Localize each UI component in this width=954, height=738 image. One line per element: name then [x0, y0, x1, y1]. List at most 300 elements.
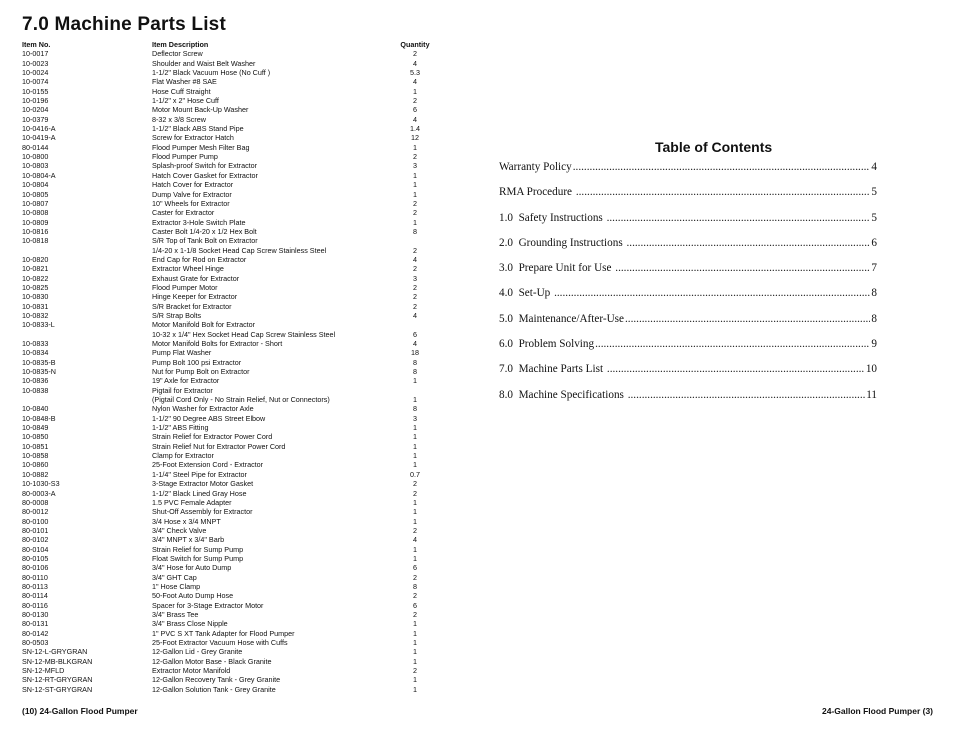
item-description-cell: 1-1/2" Black Vacuum Hose (No Cuff ) [152, 68, 271, 78]
toc-entry[interactable] [499, 212, 877, 237]
quantity-cell: 1 [413, 619, 417, 629]
parts-row [22, 227, 442, 236]
parts-row [22, 666, 442, 675]
item-no-cell: 10-0816 [22, 226, 49, 236]
parts-row [22, 320, 442, 329]
parts-row [22, 49, 442, 58]
item-description-cell: Spacer for 3-Stage Extractor Motor [152, 600, 264, 610]
item-no-cell: 10-0804-A [22, 170, 56, 180]
quantity-cell: 8 [413, 226, 417, 236]
parts-row [22, 358, 442, 367]
quantity-cell: 1 [413, 86, 417, 96]
item-description-cell: 1/4-20 x 1-1/8 Socket Head Cap Screw Stainless Steel [152, 245, 327, 255]
item-description-cell: 10-32 x 1/4" Hex Socket Head Cap Screw Stainless Steel [152, 329, 336, 339]
parts-row [22, 685, 442, 694]
toc-entry-label: 3.0 Prepare Unit for Use [499, 262, 615, 275]
quantity-cell: 8 [413, 581, 417, 591]
parts-row [22, 171, 442, 180]
toc-entry[interactable] [499, 363, 877, 388]
quantity-cell: 3 [413, 413, 417, 423]
quantity-cell: 1.4 [410, 124, 420, 134]
quantity-cell: 1 [413, 395, 417, 405]
item-no-cell: 10-0379 [22, 114, 49, 124]
parts-row [22, 657, 442, 666]
item-no-cell: SN-12-RT-GRYGRAN [22, 675, 93, 685]
item-description-cell: Caster for Extractor [152, 208, 215, 218]
parts-row [22, 647, 442, 656]
parts-row [22, 395, 442, 404]
item-no-cell: 80-0144 [22, 142, 49, 152]
item-no-cell: 10-0807 [22, 198, 49, 208]
item-no-cell: 80-0110 [22, 572, 48, 582]
item-description-cell: Hose Cuff Straight [152, 86, 211, 96]
item-no-cell: 10-0416-A [22, 124, 56, 134]
parts-table-body [22, 49, 442, 694]
item-description-cell: Motor Manifold Bolts for Extractor - Short [152, 339, 283, 348]
item-description-cell: 8-32 x 3/8 Screw [152, 114, 206, 124]
item-no-cell: 10-0832 [22, 310, 49, 320]
item-description-cell: 3/4" Check Valve [152, 525, 207, 535]
item-no-cell: 80-0131 [22, 619, 49, 629]
quantity-cell: 1 [413, 684, 417, 694]
parts-row [22, 489, 442, 498]
item-description-cell: 1-1/2" x 2" Hose Cuff [152, 96, 219, 106]
item-no-cell: SN-12-ST-GRYGRAN [22, 684, 93, 694]
toc-entry[interactable] [499, 161, 877, 186]
quantity-cell: 4 [413, 310, 417, 320]
quantity-cell: 1 [413, 376, 417, 386]
quantity-cell: 4 [413, 77, 417, 87]
toc-entry-label: 2.0 Grounding Instructions [499, 236, 626, 249]
quantity-cell: 2 [413, 208, 417, 218]
item-description-cell: 1.5 PVC Female Adapter [152, 497, 232, 507]
quantity-cell: 6 [413, 105, 417, 115]
quantity-cell: 1 [413, 516, 417, 526]
parts-row [22, 507, 442, 516]
toc-entry[interactable] [499, 287, 877, 312]
item-description-cell: 1-1/4" Steel Pipe for Extractor [152, 469, 247, 479]
parts-row [22, 442, 442, 451]
parts-row [22, 59, 442, 68]
parts-row [22, 143, 442, 152]
item-no-cell: SN-12-L-GRYGRAN [22, 647, 88, 657]
parts-row [22, 96, 442, 105]
item-no-cell: 10-0830 [22, 292, 49, 302]
header-item-description: Item Description [152, 40, 209, 49]
quantity-cell [390, 320, 440, 329]
toc-dot-leader [607, 363, 865, 375]
item-description-cell: Strain Relief Nut for Extractor Power Cord [152, 441, 286, 451]
parts-row [22, 610, 442, 619]
quantity-cell: 1 [413, 217, 417, 227]
quantity-cell: 12 [411, 133, 419, 143]
quantity-cell: 1 [413, 423, 417, 433]
item-description-cell: 25-Foot Extractor Vacuum Hose with Cuffs [152, 638, 288, 647]
item-description-cell: Shoulder and Waist Belt Washer [152, 58, 256, 68]
item-no-cell: 10-0860 [22, 460, 49, 470]
item-no-cell: 10-0803 [22, 161, 49, 171]
item-no-cell: 80-0102 [22, 535, 49, 545]
toc-entry[interactable] [499, 338, 877, 363]
parts-row [22, 517, 442, 526]
item-description-cell: S/R Strap Bolts [152, 310, 202, 320]
toc-entry-label: Warranty Policy [499, 161, 572, 173]
quantity-cell: 1 [413, 507, 417, 517]
item-no-cell: 10-0851 [22, 441, 49, 451]
quantity-cell: 2 [413, 666, 417, 676]
item-description-cell: Screw for Extractor Hatch [152, 133, 234, 143]
item-description-cell: Pump Flat Washer [152, 348, 212, 358]
item-no-cell: 10-0835-B [22, 357, 56, 367]
item-no-cell: SN-12-MB-BLKGRAN [22, 656, 93, 666]
parts-row [22, 591, 442, 600]
item-description-cell: Flood Pumper Pump [152, 152, 218, 162]
item-description-cell: 3/4 Hose x 3/4 MNPT [152, 516, 221, 526]
item-description-cell: Motor Mount Back-Up Washer [152, 105, 249, 115]
parts-row [22, 199, 442, 208]
item-description-cell: Exhaust Grate for Extractor [152, 273, 240, 283]
quantity-cell: 2 [413, 152, 417, 162]
item-description-cell: 50-Foot Auto Dump Hose [152, 591, 234, 601]
parts-row [22, 404, 442, 413]
parts-row [22, 432, 442, 441]
parts-row [22, 161, 442, 170]
item-description-cell: Flat Washer #8 SAE [152, 77, 217, 87]
toc-dot-leader [615, 262, 870, 274]
quantity-cell: 2 [413, 609, 417, 619]
item-no-cell: 80-0130 [22, 609, 49, 619]
item-no-cell: 80-0105 [22, 553, 49, 563]
quantity-cell: 4 [413, 114, 417, 124]
quantity-cell: 4 [413, 254, 417, 264]
item-no-cell: 10-0840 [22, 404, 49, 414]
toc-entry-page: 8 [871, 287, 877, 300]
item-no-cell: 10-0017 [22, 49, 49, 59]
item-no-cell: 10-0833 [22, 339, 49, 348]
item-no-cell: 80-0012 [22, 507, 49, 517]
item-no-cell: 10-0023 [22, 58, 49, 68]
quantity-cell: 1 [413, 647, 417, 657]
item-no-cell: 10-0835-N [22, 367, 56, 377]
quantity-cell: 1 [413, 628, 417, 638]
item-no-cell: 10-0850 [22, 432, 49, 442]
quantity-cell: 2 [413, 198, 417, 208]
footer-left: (10) 24-Gallon Flood Pumper [22, 706, 138, 716]
item-no-cell: 10-0858 [22, 451, 49, 461]
toc-dot-leader [554, 287, 870, 299]
item-description-cell: Extractor Motor Manifold [152, 666, 231, 676]
item-description-cell: 1-1/2" Black ABS Stand Pipe [152, 124, 244, 134]
quantity-cell: 2 [413, 488, 417, 498]
item-no-cell: SN-12-MFLD [22, 666, 65, 676]
header-quantity: Quantity [400, 40, 430, 49]
item-description-cell: 19" Axle for Extractor [152, 376, 220, 386]
item-no-cell: 10-0155 [22, 86, 49, 96]
parts-row [22, 479, 442, 488]
parts-row [22, 376, 442, 385]
parts-row [22, 601, 442, 610]
item-description-cell: Extractor Wheel Hinge [152, 264, 224, 274]
toc-entry-page: 10 [865, 363, 877, 376]
item-description-cell: Nut for Pump Bolt on Extractor [152, 367, 250, 377]
quantity-cell: 2 [413, 292, 417, 302]
parts-row [22, 180, 442, 189]
parts-row [22, 115, 442, 124]
toc-entry[interactable] [499, 389, 877, 414]
item-description-cell: Pump Bolt 100 psi Extractor [152, 357, 242, 367]
parts-row [22, 367, 442, 376]
item-description-cell: 3/4" Hose for Auto Dump [152, 563, 232, 573]
header-item-no: Item No. [22, 40, 51, 49]
parts-row [22, 105, 442, 114]
toc-entry-page: 5 [871, 211, 877, 224]
parts-row [22, 133, 442, 142]
quantity-cell: 8 [413, 357, 417, 367]
item-no-cell: 10-0419-A [22, 133, 56, 143]
parts-row [22, 339, 442, 348]
item-no-cell: 80-0142 [22, 628, 49, 638]
parts-row [22, 255, 442, 264]
parts-row [22, 218, 442, 227]
item-description-cell: Deflector Screw [152, 49, 203, 59]
item-no-cell: 10-0838 [22, 385, 49, 395]
item-description-cell: 1-1/2" Black Lined Gray Hose [152, 488, 247, 498]
quantity-cell: 2 [413, 282, 417, 292]
item-description-cell: Nylon Washer for Extractor Axle [152, 404, 254, 414]
toc-entry[interactable] [499, 313, 877, 338]
item-no-cell: 10-0804 [22, 180, 49, 190]
item-no-cell: 80-0503 [22, 638, 49, 647]
item-no-cell: 80-0008 [22, 497, 49, 507]
quantity-cell: 1 [413, 170, 417, 180]
toc-entry-page: 5 [871, 186, 877, 199]
parts-row [22, 451, 442, 460]
toc-title: Table of Contents [655, 139, 773, 155]
toc-entry[interactable] [499, 237, 877, 262]
quantity-cell: 1 [413, 432, 417, 442]
quantity-cell: 1 [413, 189, 417, 199]
parts-row [22, 190, 442, 199]
parts-row [22, 348, 442, 357]
parts-row [22, 563, 442, 572]
item-description-cell: 10" Wheels for Extractor [152, 198, 230, 208]
item-description-cell: 12-Gallon Solution Tank - Grey Granite [152, 684, 276, 694]
item-description-cell: Hatch Cover Gasket for Extractor [152, 170, 258, 180]
parts-row [22, 283, 442, 292]
parts-row [22, 675, 442, 684]
item-no-cell: 10-0821 [22, 264, 49, 274]
item-description-cell: 1" PVC S XT Tank Adapter for Flood Pumper [152, 628, 295, 638]
parts-row [22, 638, 442, 647]
quantity-cell: 6 [413, 329, 417, 339]
item-no-cell: 80-0116 [22, 600, 48, 610]
quantity-cell: 2 [413, 591, 417, 601]
toc-entry-page: 4 [871, 161, 877, 173]
item-description-cell: S/R Bracket for Extractor [152, 301, 232, 311]
item-no-cell: 10-0196 [22, 96, 49, 106]
item-description-cell: Hinge Keeper for Extractor [152, 292, 238, 302]
item-description-cell: 12-Gallon Lid - Grey Granite [152, 647, 243, 657]
item-no-cell: 10-0805 [22, 189, 49, 199]
item-description-cell: Dump Valve for Extractor [152, 189, 232, 199]
parts-row [22, 124, 442, 133]
toc-dot-leader [625, 313, 870, 325]
toc-entry-label: 4.0 Set-Up [499, 287, 554, 300]
item-description-cell: Shut-Off Assembly for Extractor [152, 507, 253, 517]
parts-row [22, 246, 442, 255]
item-no-cell: 10-0818 [22, 236, 49, 246]
parts-row [22, 629, 442, 638]
parts-row [22, 545, 442, 554]
item-no-cell: 10-1030-S3 [22, 479, 60, 489]
parts-row [22, 498, 442, 507]
quantity-cell: 1 [413, 460, 417, 470]
item-description-cell: Extractor 3-Hole Switch Plate [152, 217, 246, 227]
parts-row [22, 470, 442, 479]
item-no-cell: 10-0822 [22, 273, 49, 283]
toc-dot-leader [595, 338, 870, 350]
item-no-cell: 80-0113 [22, 581, 48, 591]
quantity-cell: 4 [413, 339, 417, 348]
item-no-cell: 10-0831 [22, 301, 49, 311]
toc-entry[interactable] [499, 186, 877, 211]
item-description-cell: 3-Stage Extractor Motor Gasket [152, 479, 254, 489]
quantity-cell: 2 [413, 96, 417, 106]
footer-right: 24-Gallon Flood Pumper (3) [822, 706, 933, 716]
item-no-cell: 10-0204 [22, 105, 49, 115]
item-description-cell: S/R Top of Tank Bolt on Extractor [152, 236, 258, 246]
quantity-cell: 1 [413, 553, 417, 563]
toc-entry-page: 11 [866, 388, 877, 401]
item-no-cell: 10-0808 [22, 208, 49, 218]
item-description-cell: Clamp for Extractor [152, 451, 214, 461]
quantity-cell: 4 [413, 58, 417, 68]
item-description-cell: Splash-proof Switch for Extractor [152, 161, 258, 171]
quantity-cell: 2 [413, 301, 417, 311]
toc-entry-label: 8.0 Machine Specifications [499, 388, 627, 401]
item-description-cell: 3/4" MNPT x 3/4" Barb [152, 535, 225, 545]
parts-row [22, 68, 442, 77]
parts-table [22, 40, 442, 694]
quantity-cell: 2 [413, 49, 417, 59]
parts-row [22, 573, 442, 582]
item-no-cell [22, 330, 152, 339]
item-description-cell: Motor Manifold Bolt for Extractor [152, 320, 256, 330]
quantity-cell: 6 [413, 600, 417, 610]
item-description-cell: 1" Hose Clamp [152, 581, 201, 591]
toc-dot-leader [628, 389, 866, 401]
quantity-cell: 1 [413, 497, 417, 507]
item-no-cell: 10-0833-L [22, 320, 55, 330]
parts-row [22, 460, 442, 469]
parts-row [22, 208, 442, 217]
item-no-cell: 80-0100 [22, 516, 49, 526]
quantity-cell: 4 [413, 535, 417, 545]
toc-entry-label: 1.0 Safety Instructions [499, 211, 606, 224]
quantity-cell: 18 [411, 348, 419, 358]
item-no-cell: 80-0106 [22, 563, 49, 573]
parts-row [22, 87, 442, 96]
quantity-cell: 3 [413, 161, 417, 171]
quantity-cell: 1 [413, 675, 417, 685]
quantity-cell: 6 [413, 563, 417, 573]
parts-row [22, 274, 442, 283]
item-description-cell: 3/4" Brass Tee [152, 609, 199, 619]
item-no-cell: 80-0104 [22, 544, 49, 554]
item-description-cell: 3/4" Brass Close Nipple [152, 619, 228, 629]
parts-row [22, 386, 442, 395]
quantity-cell: 2 [413, 525, 417, 535]
item-description-cell: (Pigtail Cord Only - No Strain Relief, Nut or Connectors) [152, 395, 330, 405]
item-no-cell: 10-0074 [22, 77, 49, 87]
table-of-contents [499, 161, 877, 414]
item-no-cell: 10-0820 [22, 254, 49, 264]
quantity-cell: 1 [413, 142, 417, 152]
item-description-cell: Flood Pumper Motor [152, 282, 218, 292]
quantity-cell: 1 [413, 656, 417, 666]
quantity-cell: 2 [413, 245, 417, 255]
item-no-cell: 10-0882 [22, 469, 49, 479]
quantity-cell [390, 236, 440, 245]
toc-entry-page: 7 [871, 262, 877, 275]
quantity-cell: 0.7 [410, 469, 420, 479]
quantity-cell [390, 386, 440, 395]
item-description-cell: Caster Bolt 1/4-20 x 1/2 Hex Bolt [152, 226, 257, 236]
toc-entry[interactable] [499, 262, 877, 287]
parts-row [22, 414, 442, 423]
quantity-cell: 2 [413, 264, 417, 274]
item-no-cell: 10-0825 [22, 282, 49, 292]
toc-dot-leader [626, 237, 870, 249]
item-no-cell: 10-0836 [22, 376, 49, 386]
page-title: 7.0 Machine Parts List [22, 14, 226, 35]
quantity-cell: 1 [413, 451, 417, 461]
parts-row [22, 619, 442, 628]
item-no-cell: 80-0003-A [22, 488, 56, 498]
item-no-cell: 10-0834 [22, 348, 49, 358]
parts-row [22, 264, 442, 273]
item-no-cell: 80-0101 [22, 525, 49, 535]
item-description-cell: Strain Relief for Extractor Power Cord [152, 432, 273, 442]
parts-row [22, 77, 442, 86]
quantity-cell: 8 [413, 404, 417, 414]
item-no-cell: 10-0848-B [22, 413, 56, 423]
item-description-cell: 3/4" GHT Cap [152, 572, 197, 582]
parts-table-header [22, 40, 442, 49]
quantity-cell: 1 [413, 180, 417, 190]
quantity-cell: 2 [413, 479, 417, 489]
toc-dot-leader [607, 212, 871, 224]
toc-entry-page: 9 [871, 338, 877, 351]
parts-row [22, 311, 442, 320]
item-no-cell: 10-0809 [22, 217, 49, 227]
toc-dot-leader [576, 186, 871, 198]
parts-row [22, 423, 442, 432]
item-description-cell: Pigtail for Extractor [152, 385, 213, 395]
toc-entry-page: 6 [871, 236, 877, 249]
toc-dot-leader [573, 161, 871, 173]
quantity-cell: 1 [413, 544, 417, 554]
parts-row [22, 302, 442, 311]
item-no-cell: 10-0800 [22, 152, 49, 162]
item-no-cell [22, 395, 152, 404]
quantity-cell: 1 [413, 441, 417, 451]
quantity-cell: 2 [413, 572, 417, 582]
item-description-cell: 12-Gallon Motor Base - Black Granite [152, 656, 272, 666]
item-description-cell: 1-1/2" 90 Degree ABS Street Elbow [152, 413, 266, 423]
toc-entry-page: 8 [871, 312, 877, 325]
toc-entry-label: 5.0 Maintenance/After-Use [499, 312, 624, 325]
